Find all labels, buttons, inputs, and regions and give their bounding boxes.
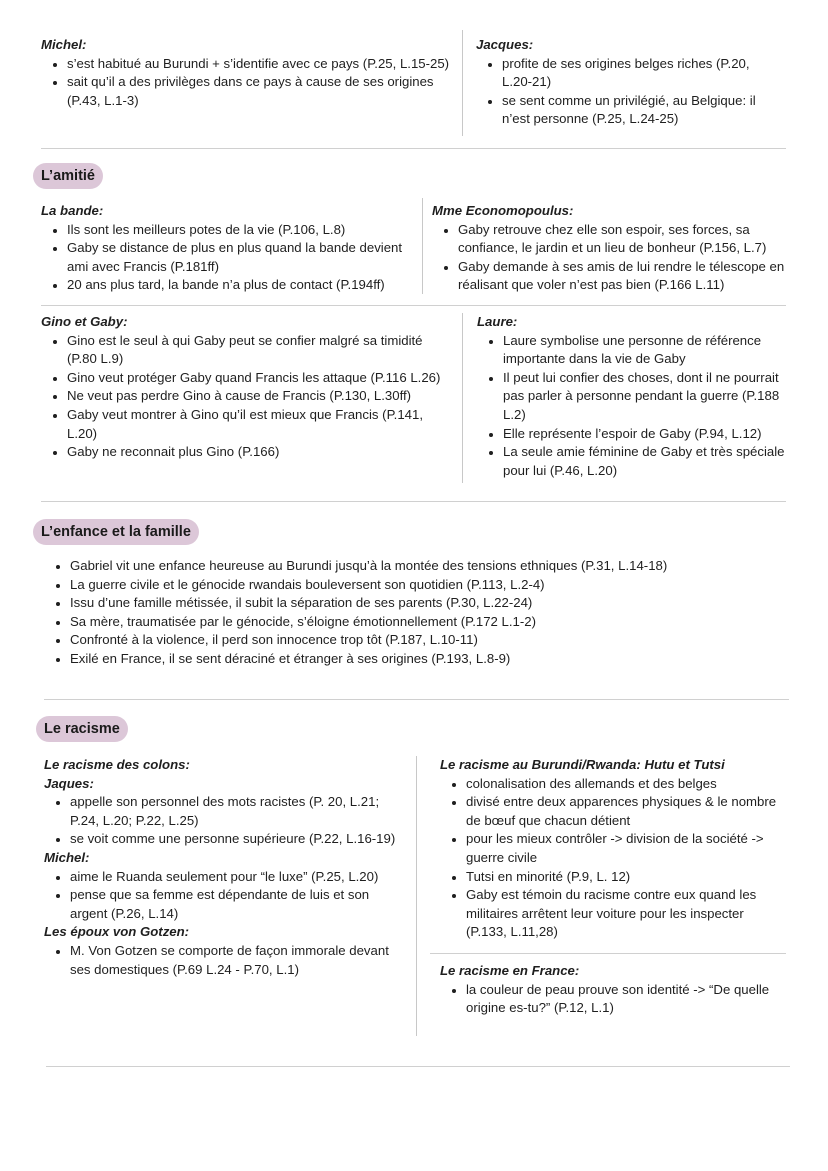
michel-list <box>41 55 453 111</box>
list-item: • Gaby se distance de plus en plus quand la bande devient ami avec Francis (P.181ff) <box>67 239 421 276</box>
france-block <box>440 962 788 1018</box>
bande-block <box>41 202 421 295</box>
list-item: • M. Von Gotzen se comporte de façon immorale devant ses domestiques (P.69 L.24 - P.70, L.1) <box>70 942 404 979</box>
divider <box>41 148 786 149</box>
gino-block <box>41 313 453 462</box>
list-item: • Exilé en France, il se sent déraciné et étranger à ses origines (P.193, L.8-9) <box>70 650 784 669</box>
epoux-title: Les époux von Gotzen: <box>44 924 190 940</box>
list-item: • colonalisation des allemands et des belges <box>466 775 788 794</box>
france-title: Le racisme en France: <box>440 963 580 978</box>
jacques-title: Jacques: <box>476 37 534 52</box>
list-item: • La seule amie féminine de Gaby et très spéciale pour lui (P.46, L.20) <box>503 443 787 480</box>
gino-title: Gino et Gaby: <box>41 314 128 329</box>
michel-title: Michel: <box>41 37 87 52</box>
colons-title: Le racisme des colons: <box>44 757 190 772</box>
france-list <box>440 981 788 1018</box>
laure-title: Laure: <box>477 314 518 329</box>
section-heading-enfance: L’enfance et la famille <box>33 519 199 545</box>
list-item: • 20 ans plus tard, la bande n’a plus de contact (P.194ff) <box>67 276 421 295</box>
list-item: • Gaby demande à ses amis de lui rendre le télescope en réalisant que voler n’est pas bien (P.166 L.11) <box>458 258 787 295</box>
jaques-list <box>44 793 404 849</box>
list-item: • divisé entre deux apparences physiques & le nombre de bœuf que chacun détient <box>466 793 788 830</box>
list-item: • s’est habitué au Burundi + s’identifie avec ce pays (P.25, L.15-25) <box>67 55 453 74</box>
list-item: • Ils sont les meilleurs potes de la vie (P.106, L.8) <box>67 221 421 240</box>
section-heading-amitie: L’amitié <box>33 163 103 189</box>
divider <box>422 198 423 294</box>
burundi-list <box>440 775 788 942</box>
divider <box>44 699 789 700</box>
burundi-block <box>440 756 788 942</box>
divider <box>41 501 786 502</box>
list-item: • Ne veut pas perdre Gino à cause de Francis (P.130, L.30ff) <box>67 387 453 406</box>
list-item: • Sa mère, traumatisée par le génocide, s’éloigne émotionnellement (P.172 L.1-2) <box>70 613 784 632</box>
bande-title: La bande: <box>41 203 104 218</box>
divider <box>416 756 417 1036</box>
list-item: • Confronté à la violence, il perd son innocence trop tôt (P.187, L.10-11) <box>70 631 784 650</box>
divider <box>46 1066 790 1067</box>
michel-colon-title: Michel: <box>44 849 90 865</box>
mme-list <box>432 221 787 295</box>
list-item: • Gino est le seul à qui Gaby peut se confier malgré sa timidité (P.80 L.9) <box>67 332 453 369</box>
list-item: • Issu d’une famille métissée, il subit la séparation de ses parents (P.30, L.22-24) <box>70 594 784 613</box>
section-heading-racisme: Le racisme <box>36 716 128 742</box>
michel-block <box>41 36 453 110</box>
list-item: • Tutsi en minorité (P.9, L. 12) <box>466 868 788 887</box>
divider <box>41 305 786 306</box>
divider <box>462 313 463 483</box>
list-item: • appelle son personnel des mots racistes (P. 20, L.21; P.24, L.20; P.22, L.25) <box>70 793 404 830</box>
list-item: • Gaby veut montrer à Gino qu’il est mieux que Francis (P.141, L.20) <box>67 406 453 443</box>
divider <box>462 30 463 136</box>
gino-list <box>41 332 453 462</box>
michel-colon-list <box>44 868 404 924</box>
divider <box>430 953 786 954</box>
list-item: • Il peut lui confier des choses, dont il ne pourrait pas parler à personne pendant la guerre (P.188 L.2) <box>503 369 787 425</box>
epoux-list <box>44 942 404 979</box>
laure-list <box>477 332 787 481</box>
list-item: • Elle représente l’espoir de Gaby (P.94, L.12) <box>503 425 787 444</box>
list-item: • Gino veut protéger Gaby quand Francis les attaque (P.116 L.26) <box>67 369 453 388</box>
list-item: • Laure symbolise une personne de référence importante dans la vie de Gaby <box>503 332 787 369</box>
mme-title: Mme Economopoulus: <box>432 203 574 218</box>
colons-block <box>44 756 404 979</box>
enfance-list <box>44 557 784 669</box>
burundi-title: Le racisme au Burundi/Rwanda: Hutu et Tutsi <box>440 757 725 772</box>
laure-block <box>477 313 787 480</box>
list-item: • Gaby retrouve chez elle son espoir, ses forces, sa confiance, le jardin et un lieu de bonheur (P.156, L.7) <box>458 221 787 258</box>
list-item: • se voit comme une personne supérieure (P.22, L.16-19) <box>70 830 404 849</box>
list-item: • pense que sa femme est dépendante de luis et son argent (P.26, L.14) <box>70 886 404 923</box>
list-item: • Gabriel vit une enfance heureuse au Burundi jusqu’à la montée des tensions ethniques (P.31, L.14-18) <box>70 557 784 576</box>
bande-list <box>41 221 421 295</box>
list-item: • Gaby est témoin du racisme contre eux quand les militaires arrêtent leur voiture pour les inspecter (P.133, L.11,28) <box>466 886 788 942</box>
list-item: • La guerre civile et le génocide rwandais bouleversent son quotidien (P.113, L.2-4) <box>70 576 784 595</box>
jaques-title: Jaques: <box>44 775 94 791</box>
mme-block <box>432 202 787 295</box>
list-item: • Gaby ne reconnait plus Gino (P.166) <box>67 443 453 462</box>
list-item: • pour les mieux contrôler -> division de la société -> guerre civile <box>466 830 788 867</box>
list-item: • aime le Ruanda seulement pour “le luxe” (P.25, L.20) <box>70 868 404 887</box>
jacques-block <box>476 36 776 129</box>
list-item: • se sent comme un privilégié, au Belgique: il n’est personne (P.25, L.24-25) <box>502 92 776 129</box>
enfance-block <box>44 557 784 669</box>
list-item: • sait qu’il a des privilèges dans ce pays à cause de ses origines (P.43, L.1-3) <box>67 73 453 110</box>
jacques-list <box>476 55 776 129</box>
list-item: • la couleur de peau prouve son identité -> “De quelle origine es-tu?” (P.12, L.1) <box>466 981 788 1018</box>
list-item: • profite de ses origines belges riches (P.20, L.20-21) <box>502 55 776 92</box>
